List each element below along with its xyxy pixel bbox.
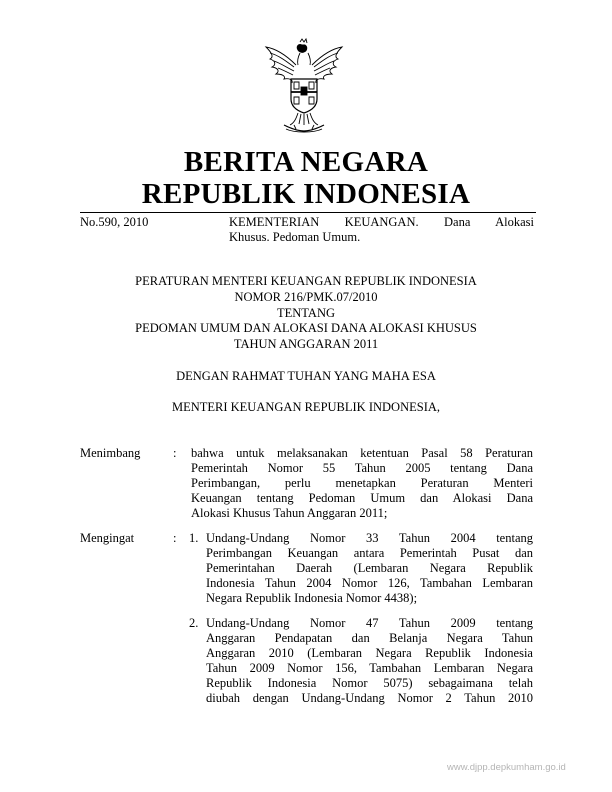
menimbang-line: Alokasi Khusus Tahun Anggaran 2011; <box>191 506 388 520</box>
mengingat-item-2 <box>206 616 533 706</box>
mengingat-item-number: 1. <box>189 531 199 545</box>
mengingat-item-1 <box>206 531 533 606</box>
gazette-title-line2: REPUBLIK INDONESIA <box>141 178 471 210</box>
menimbang-line: Perimbangan, perlu menetapkan Peraturan Menteri <box>191 476 533 490</box>
menimbang-colon: : <box>173 446 177 460</box>
regulation-title-line1: PERATURAN MENTERI KEUANGAN REPUBLIK INDONESIA <box>135 274 477 288</box>
mengingat-label: Mengingat <box>80 531 135 545</box>
minister-heading: MENTERI KEUANGAN REPUBLIK INDONESIA, <box>171 400 441 414</box>
mengingat-line: Tahun 2009 Nomor 156, Tambahan Lembaran Negara <box>206 661 533 675</box>
gazette-title-line1: BERITA NEGARA <box>183 146 429 178</box>
mengingat-line: Anggaran 2010 (Lembaran Negara Republik Indonesia <box>206 646 533 660</box>
mengingat-line: Indonesia Tahun 2004 Nomor 126, Tambahan Lembaran <box>206 576 533 590</box>
agency-line2: Khusus. Pedoman Umum. <box>229 230 361 244</box>
mengingat-item-number: 2. <box>189 616 199 630</box>
regulation-subject: PEDOMAN UMUM DAN ALOKASI DANA ALOKASI KHUSUS <box>135 321 477 335</box>
gazette-number: No.590, 2010 <box>80 215 149 229</box>
mengingat-line: Pemerintahan Daerah (Lembaran Negara Republik <box>206 561 533 575</box>
menimbang-line: Pemerintah Nomor 55 Tahun 2005 tentang Dana <box>191 461 533 475</box>
regulation-tentang: TENTANG <box>276 306 335 320</box>
agency-line1: KEMENTERIAN KEUANGAN. Dana Alokasi <box>229 215 534 229</box>
mengingat-line: Perimbangan Keuangan antara Pemerintah Pusat dan <box>206 546 533 560</box>
menimbang-line: Keuangan tentang Pedoman Umum dan Alokasi Dana <box>191 491 533 505</box>
mengingat-line: Undang-Undang Nomor 47 Tahun 2009 tentang <box>206 616 533 630</box>
mengingat-line: diubah dengan Undang-Undang Nomor 2 Tahun 2010 <box>206 691 533 705</box>
mengingat-line: Negara Republik Indonesia Nomor 4438); <box>206 591 418 605</box>
menimbang-label: Menimbang <box>80 446 141 460</box>
mengingat-line: Undang-Undang Nomor 33 Tahun 2004 tentang <box>206 531 533 545</box>
mengingat-colon: : <box>173 531 177 545</box>
regulation-number: NOMOR 216/PMK.07/2010 <box>234 290 378 304</box>
regulation-year: TAHUN ANGGARAN 2011 <box>233 337 379 351</box>
menimbang-line: bahwa untuk melaksanakan ketentuan Pasal 58 Peraturan <box>191 446 533 460</box>
source-url: www.djpp.depkumham.go.id <box>447 762 566 773</box>
invocation: DENGAN RAHMAT TUHAN YANG MAHA ESA <box>176 369 436 383</box>
mengingat-line: Anggaran Pendapatan dan Belanja Negara Tahun <box>206 631 533 645</box>
menimbang-text <box>191 446 533 521</box>
garuda-emblem <box>258 37 350 137</box>
garuda-emblem-icon <box>258 37 350 137</box>
agency-subject <box>229 215 534 245</box>
mengingat-line: Republik Indonesia Nomor 5075) sebagaimana telah <box>206 676 533 690</box>
header-divider <box>80 212 536 213</box>
